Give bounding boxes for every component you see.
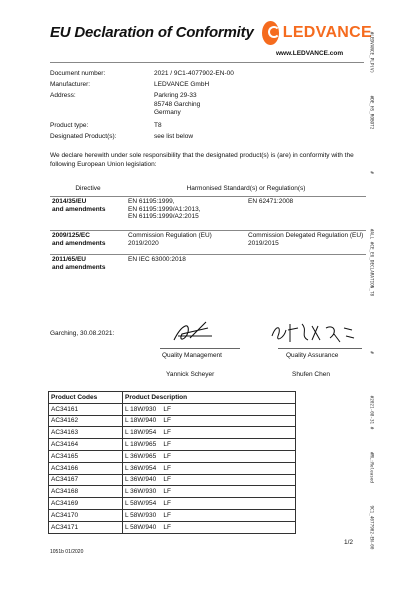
directive-row xyxy=(50,197,366,231)
page-title: EU Declaration of Conformity xyxy=(50,24,254,41)
directive-name-line: 2014/35/EU xyxy=(52,198,87,205)
table-row xyxy=(49,474,296,486)
ledvance-logo xyxy=(262,20,372,46)
directive-name-line: and amendments xyxy=(52,239,106,247)
product-code: AC34169 xyxy=(49,498,123,510)
place-date: Garching, 30.08.2021: xyxy=(50,330,115,337)
signature-right xyxy=(268,318,358,348)
standard-col2-line: EN 62471:2008 xyxy=(248,198,294,205)
standard-col2-line: 2019/2015 xyxy=(248,239,279,247)
standard-col1 xyxy=(126,197,246,231)
directive-name-line: 2011/65/EU xyxy=(52,256,86,263)
product-description: L 36W/965 LF xyxy=(123,450,296,462)
product-code: AC34168 xyxy=(49,486,123,498)
table-row xyxy=(49,509,296,521)
signature-left xyxy=(168,318,218,348)
role-left: Quality Management xyxy=(162,352,222,359)
product-code: AC34162 xyxy=(49,415,123,427)
info-value: Parkring 29-33 xyxy=(154,92,197,99)
standard-col1-line: Commission Regulation (EU) 2019/2020 xyxy=(128,232,212,247)
info-value: Germany xyxy=(154,109,181,116)
side-text: #2021-08-31 # xyxy=(368,395,374,430)
products-table xyxy=(48,391,296,534)
company-url[interactable]: www.LEDVANCE.com xyxy=(276,50,344,57)
standard-col2 xyxy=(246,255,366,285)
signature-line-left xyxy=(160,348,240,349)
table-row xyxy=(49,486,296,498)
product-description: L 58W/940 LF xyxy=(123,521,296,533)
standard-col1 xyxy=(126,231,246,255)
info-value: see list below xyxy=(154,133,194,140)
name-left: Yannick Scheyer xyxy=(166,371,215,378)
directive-name-line: 2009/125/EC xyxy=(52,232,90,239)
standard-col1 xyxy=(126,255,246,285)
directive-name-line: and amendments xyxy=(52,205,106,213)
product-code: AC34166 xyxy=(49,462,123,474)
info-value: 2021 / 9C1-4077902-EN-00 xyxy=(154,70,234,77)
directive-row xyxy=(50,231,366,255)
product-description: L 18W/954 LF xyxy=(123,427,296,439)
standard-col2 xyxy=(246,231,366,255)
form-number: 1051b 01/2020 xyxy=(50,549,84,555)
directive-name xyxy=(50,197,126,231)
info-value: LEDVANCE GmbH xyxy=(154,81,210,88)
side-text: #DE_HS_ROBOT2 xyxy=(368,95,374,130)
side-text: #ALL #CE_EU_DECLARATION_T8 xyxy=(368,228,374,297)
directive-row xyxy=(50,255,366,285)
info-label: Document number: xyxy=(50,70,106,77)
table-row xyxy=(49,427,296,439)
product-description: L 18W/940 LF xyxy=(123,415,296,427)
info-label: Address: xyxy=(50,92,76,99)
product-description: L 58W/954 LF xyxy=(123,498,296,510)
product-desc-header: Product Description xyxy=(123,392,296,404)
directive-name-line: and amendments xyxy=(52,263,106,271)
standard-col1-line: EN IEC 63000:2018 xyxy=(128,256,186,263)
side-text: #RL:Released xyxy=(368,451,374,484)
table-row xyxy=(49,521,296,533)
standard-col2 xyxy=(246,197,366,231)
product-description: L 58W/930 LF xyxy=(123,509,296,521)
table-row xyxy=(49,403,296,415)
product-code: AC34165 xyxy=(49,450,123,462)
logo-text: LEDVANCE xyxy=(282,24,372,41)
page-number: 1/2 xyxy=(344,539,354,546)
ledvance-logo-icon xyxy=(262,21,279,45)
product-code: AC34167 xyxy=(49,474,123,486)
table-row xyxy=(49,462,296,474)
directive-header: Directive xyxy=(50,182,126,197)
product-code: AC34163 xyxy=(49,427,123,439)
header-divider xyxy=(50,62,364,63)
info-value: 85748 Garching xyxy=(154,100,201,108)
table-row xyxy=(49,450,296,462)
product-code: AC34170 xyxy=(49,509,123,521)
table-row xyxy=(49,439,296,451)
info-label: Designated Product(s): xyxy=(50,133,117,140)
product-description: L 36W/930 LF xyxy=(123,486,296,498)
info-value: T8 xyxy=(154,122,162,129)
product-code-header: Product Codes xyxy=(49,392,123,404)
side-text: 9C1_4077902-EN-00 xyxy=(368,505,374,550)
standard-col1-line: EN 61195:1999/A1:2013, xyxy=(128,205,201,213)
signature-line-right xyxy=(278,348,362,349)
product-description: L 18W/965 LF xyxy=(123,439,296,451)
product-description: L 18W/930 LF xyxy=(123,403,296,415)
table-row xyxy=(49,498,296,510)
info-label: Manufacturer: xyxy=(50,81,91,88)
product-code: AC34164 xyxy=(49,439,123,451)
standard-col2-line: Commission Delegated Regulation (EU) xyxy=(248,232,364,239)
standard-col1-line: EN 61195:1999/A2:2015 xyxy=(128,213,199,220)
table-row xyxy=(49,415,296,427)
standard-col1-line: EN 61195:1999, xyxy=(128,198,175,205)
product-code: AC34171 xyxy=(49,521,123,533)
name-right: Shufen Chen xyxy=(292,371,330,378)
role-right: Quality Assurance xyxy=(286,352,339,359)
directive-name xyxy=(50,255,126,285)
directive-name xyxy=(50,231,126,255)
product-description: L 36W/940 LF xyxy=(123,474,296,486)
side-text: # xyxy=(368,351,374,354)
side-text: # xyxy=(368,171,374,174)
side-text: #LEDVANCE_PLP(V) xyxy=(368,31,374,74)
side-barcode-text xyxy=(366,10,376,550)
declaration-text: We declare herewith under sole responsibility that the designated product(s) is (are) in conformity with the following European Union legislation: xyxy=(50,152,354,168)
standards-header: Harmonised Standard(s) or Regulation(s) xyxy=(126,182,366,197)
product-code: AC34161 xyxy=(49,403,123,415)
info-label: Product type: xyxy=(50,122,89,129)
product-description: L 36W/954 LF xyxy=(123,462,296,474)
directives-table xyxy=(50,182,366,285)
